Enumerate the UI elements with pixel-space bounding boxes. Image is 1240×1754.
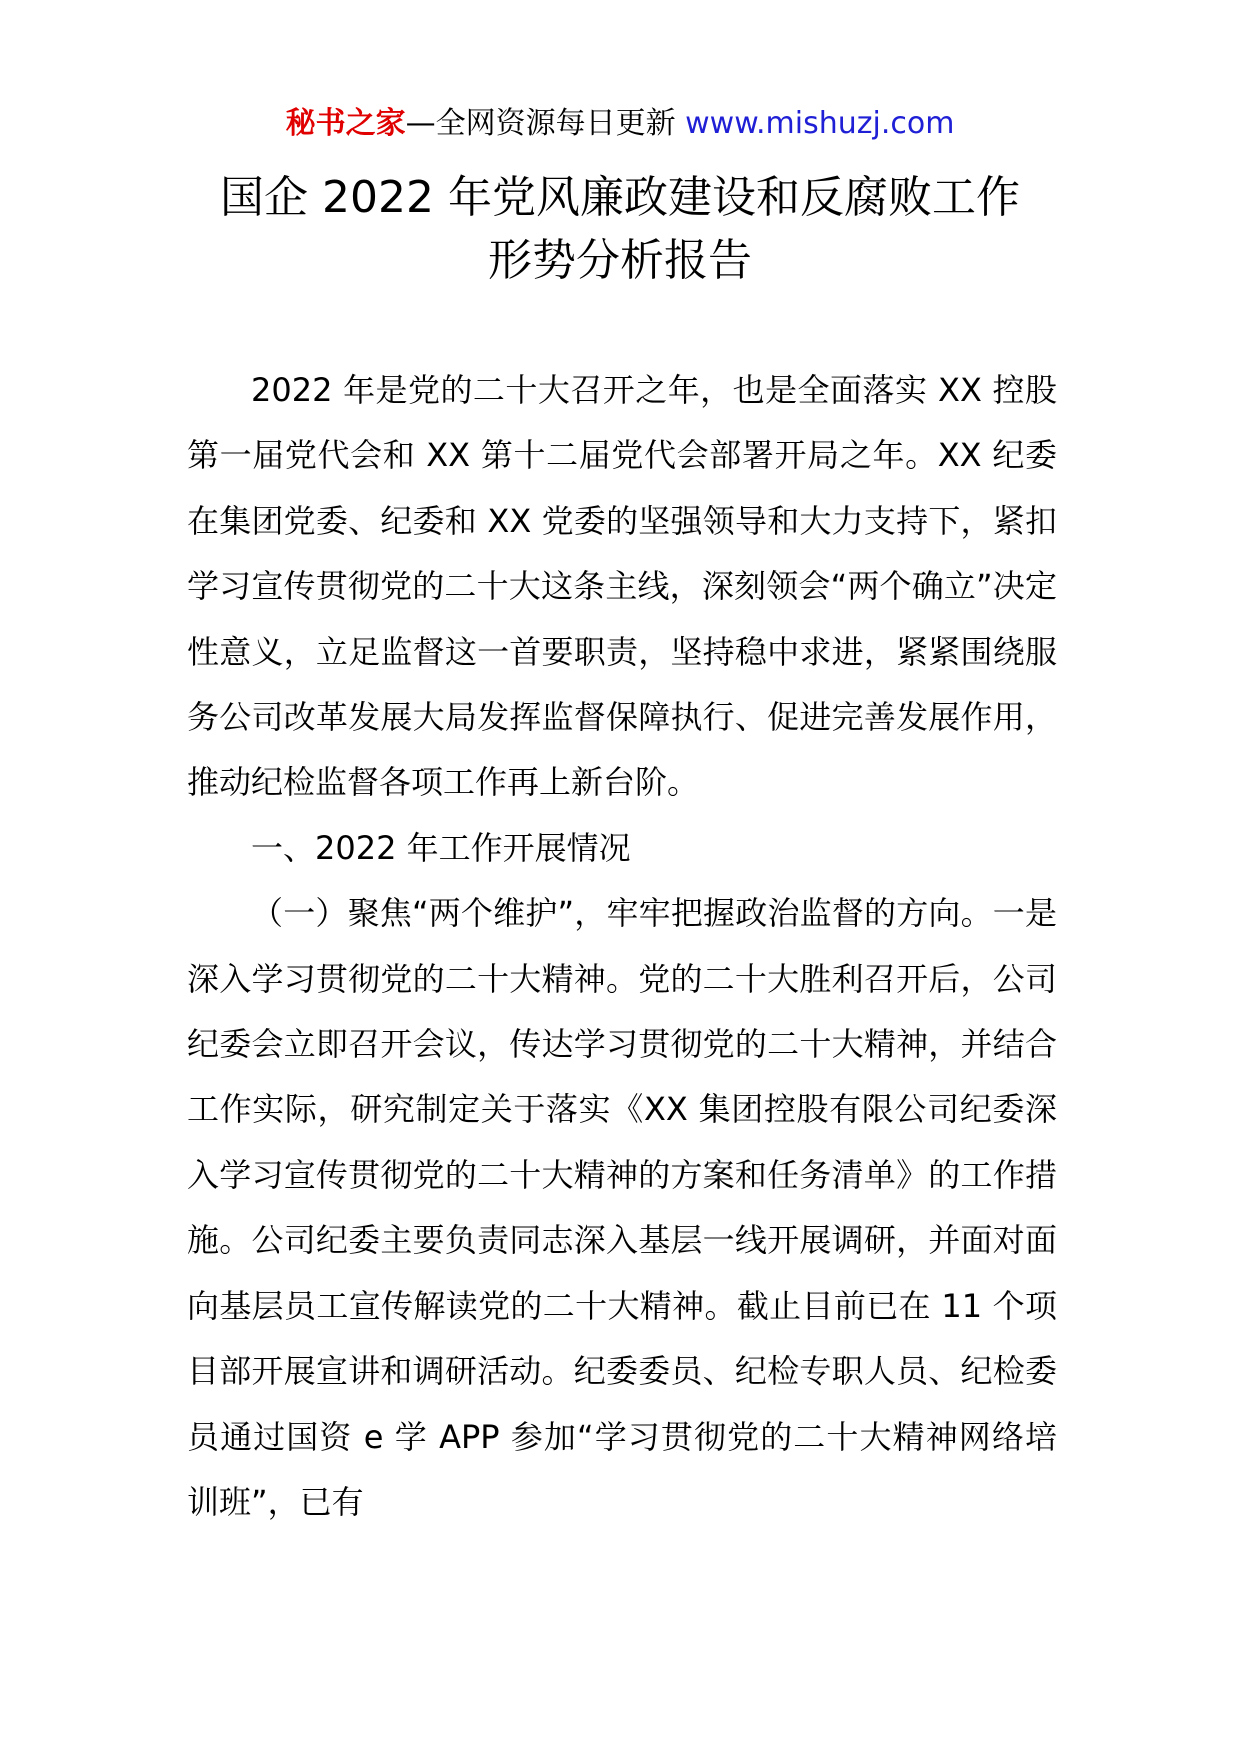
site-header	[0, 102, 1240, 146]
body-paragraph: （一）聚焦“两个维护”，牢牢把握政治监督的方向。一是深入学习贯彻党的二十大精神。党的二十大胜利召开后，公司纪委会立即召开会议，传达学习贯彻党的二十大精神，并结合工作实际，研究制定关于落实《XX 集团控股有限公司纪委深入学习宣传贯彻党的二十大精神的方案和任务清单》的工作措施。公司纪委主要负责同志深入基层一线开展调研，并面对面向基层员工宣传解读党的二十大精神。截止目前已在 11 个项目部开展宣讲和调研活动。纪委委员、纪检专职人员、纪检委员通过国资 e 学 APP 参加“学习贯彻党的二十大精神网络培训班”，已有	[187, 894, 1057, 1521]
site-url-link[interactable]: www.mishuzj.com	[685, 106, 955, 141]
title-line-1: 国企 2022 年党风廉政建设和反腐败工作	[220, 172, 1020, 223]
document-title	[0, 166, 1240, 292]
header-tagline: —全网资源每日更新	[405, 106, 676, 141]
title-line-2: 形势分析报告	[488, 235, 752, 286]
brand-name: 秘书之家	[285, 106, 406, 141]
section-heading: 一、2022 年工作开展情况	[251, 828, 631, 867]
document-body	[187, 358, 1057, 1535]
intro-paragraph: 2022 年是党的二十大召开之年，也是全面落实 XX 控股第一届党代会和 XX 第十二届党代会部署开局之年。XX 纪委在集团党委、纪委和 XX 党委的坚强领导和大力支持下，紧扣学习宣传贯彻党的二十大这条主线，深刻领会“两个确立”决定性意义，立足监督这一首要职责，坚持稳中求进，紧紧围绕服务公司改革发展大局发挥监督保障执行、促进完善发展作用，推动纪检监督各项工作再上新台阶。	[187, 371, 1057, 802]
